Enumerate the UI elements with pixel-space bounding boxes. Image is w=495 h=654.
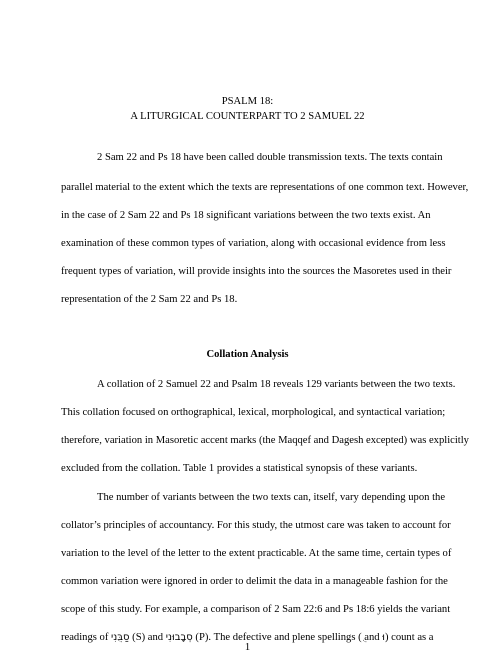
paragraph-line: collator’s principles of accountancy. For this study, the utmost care was taken to account for (61, 520, 451, 531)
paragraph-line: therefore, variation in Masoretic accent marks (the Maqqef and Dagesh excepted) was explicitly (61, 435, 469, 446)
section-heading: Collation Analysis (206, 349, 289, 360)
readings-text: and (361, 632, 383, 643)
paragraph-line: common variation were ignored in order to delimit the data in a manageable fashion for the (61, 576, 448, 587)
title-line-2: A LITURGICAL COUNTERPART TO 2 SAMUEL 22 (130, 111, 365, 122)
paragraph-line: excluded from the collation. Table 1 provides a statistical synopsis of these variants. (61, 463, 418, 474)
paragraph-line: A collation of 2 Samuel 22 and Psalm 18 reveals 129 variants between the two texts. (97, 379, 456, 390)
paragraph-line: variation to the level of the letter to the extent practicable. At the same time, certain types of (61, 548, 452, 559)
paragraph-line: scope of this study. For example, a comparison of 2 Sam 22:6 and Ps 18:6 yields the variant (61, 604, 451, 615)
paragraph-line: This collation focused on orthographical, lexical, morphological, and syntactical variation; (61, 407, 446, 418)
paragraph-line: representation of the 2 Sam 22 and Ps 18. (61, 294, 238, 305)
readings-text: ) count as a (384, 632, 434, 643)
page-number: 1 (244, 642, 251, 653)
readings-text: (P). The defective and plene spellings ( (192, 632, 362, 643)
paragraph-line: parallel material to the extent which the texts are representations of one common text. However, (61, 182, 469, 193)
hebrew-word: סַבֻּנִי (111, 632, 130, 643)
paragraph-line: examination of these common types of variation, along with occasional evidence from less (61, 238, 446, 249)
paragraph-line: The number of variants between the two texts can, itself, vary depending upon the (97, 492, 446, 503)
paragraph-line: 2 Sam 22 and Ps 18 have been called double transmission texts. The texts contain (97, 152, 443, 163)
readings-text: (S) and (129, 632, 166, 643)
hebrew-word: סְבָבוּנִי (165, 632, 193, 643)
title-line-1: PSALM 18: (221, 96, 274, 107)
readings-text: readings of (61, 632, 112, 643)
hebrew-letter: וּ (382, 632, 385, 643)
paragraph-line: frequent types of variation, will provide insights into the sources the Masoretes used in their (61, 266, 452, 277)
paragraph-line: in the case of 2 Sam 22 and Ps 18 significant variations between the two texts exist. An (61, 210, 431, 221)
